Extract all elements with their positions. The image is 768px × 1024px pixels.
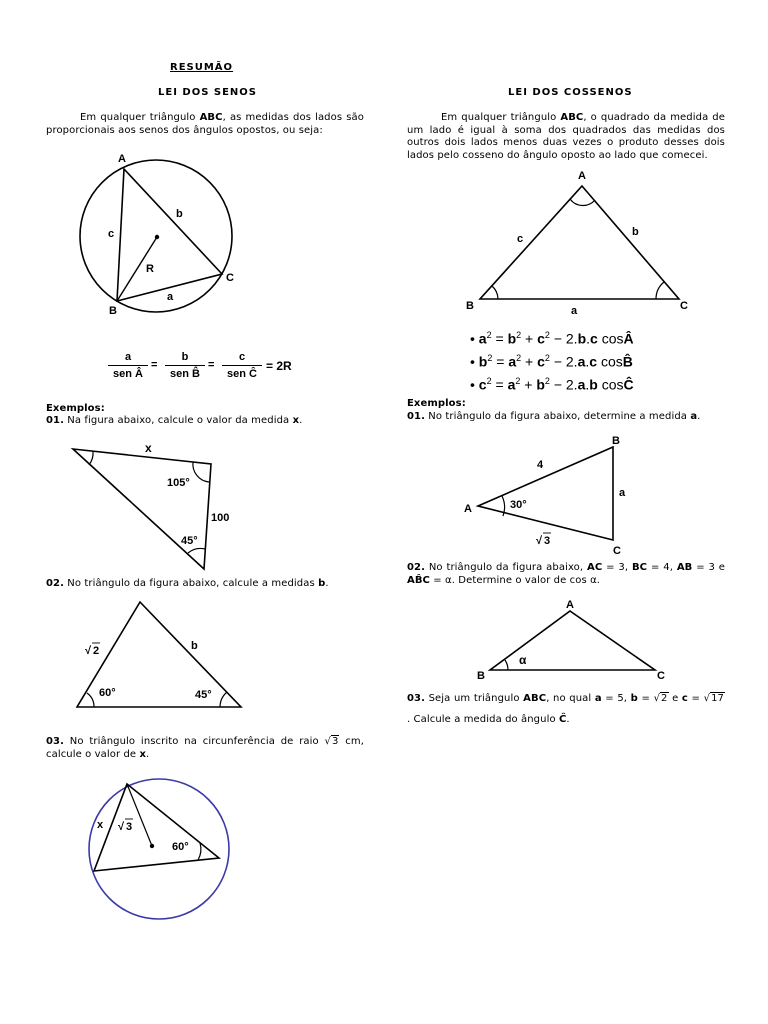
- label-B: B: [109, 305, 117, 317]
- cosine-formula-b: • $b^2 = a^2 + c^2 - 2.a.c$ cosB̂: [470, 353, 633, 370]
- svg-text:2: 2: [93, 645, 100, 657]
- ex1-figure: [65, 438, 245, 578]
- label-A: A: [118, 153, 126, 165]
- left-examples-label: Exemplos:: [46, 403, 105, 414]
- svg-text:√: √: [536, 535, 543, 547]
- svg-text:B: B: [477, 670, 485, 682]
- fraction-3: c sen Ĉ: [222, 351, 262, 380]
- left-intro: Em qualquer triângulo ABC, as medidas dos lados são proporcionais aos senos dos ângulos opostos, ou seja:: [46, 112, 364, 136]
- svg-text:45°: 45°: [195, 689, 212, 701]
- label-C: C: [226, 272, 234, 284]
- svg-text:45°: 45°: [181, 535, 198, 547]
- right-examples-label: Exemplos:: [407, 398, 466, 409]
- right-ex3-text: 03. Seja um triângulo ABC, no qual a = 5, b = √2 e c = √17 . Calcule a medida do ângulo Ĉ.: [407, 693, 725, 725]
- left-ex3-text: 03. No triângulo inscrito na circunferência de raio √3 cm, calcule o valor de x.: [46, 736, 364, 760]
- equals-2: =: [208, 359, 215, 371]
- svg-text:b: b: [632, 226, 639, 238]
- svg-text:α: α: [519, 653, 527, 667]
- right-ex1-text: 01. No triângulo da figura abaixo, determine a medida a.: [407, 411, 701, 422]
- svg-text:3: 3: [544, 535, 551, 547]
- svg-text:105°: 105°: [167, 477, 190, 489]
- svg-text:4: 4: [537, 459, 544, 471]
- svg-text:C: C: [680, 300, 688, 312]
- left-heading: LEI DOS SENOS: [158, 87, 257, 98]
- svg-text:a: a: [571, 305, 578, 317]
- svg-text:A: A: [578, 170, 586, 182]
- svg-text:√: √: [118, 821, 125, 833]
- cosine-law-figure: [460, 165, 700, 320]
- svg-text:100: 100: [211, 512, 230, 524]
- sine-law-figure: [70, 148, 250, 324]
- ex2-figure: [70, 596, 250, 712]
- svg-text:C: C: [613, 545, 621, 557]
- fraction-2: b sen B̂: [165, 351, 205, 380]
- svg-text:A: A: [464, 503, 472, 515]
- svg-text:b: b: [191, 640, 198, 652]
- sqrt-sign: √: [85, 645, 92, 657]
- ex3-figure: [80, 776, 240, 922]
- page-title: RESUMÃO: [170, 62, 234, 73]
- svg-text:x: x: [145, 441, 152, 455]
- label-b: b: [176, 208, 183, 220]
- right-ex2-text: 02. No triângulo da figura abaixo, AC = 3, BC = 4, AB = 3 e AB̂C = α. Determine o valor de cos α.: [407, 562, 726, 586]
- svg-text:C: C: [657, 670, 665, 682]
- cosine-formula-a: • $a^2 = b^2 + c^2 - 2.b.c$ cosÂ: [470, 330, 634, 347]
- label-c: c: [108, 228, 115, 240]
- fraction-1: a sen Â: [108, 351, 148, 380]
- cosine-formula-c: • $c^2 = a^2 + b^2 - 2.a.b$ cosĈ: [470, 376, 634, 393]
- svg-text:60°: 60°: [99, 687, 116, 699]
- right-ex2-figure: [470, 596, 680, 684]
- svg-text:3: 3: [126, 821, 133, 833]
- right-intro: Em qualquer triângulo ABC, o quadrado da medida de um lado é igual à soma dos quadrados das medidas dos outros dois lados menos duas vezes o produto desses dois lados pelo cosseno do ângulo oposto ao lado que comecei.: [407, 112, 725, 161]
- left-ex2-text: 02. No triângulo da figura abaixo, calcule a medidas b.: [46, 578, 329, 589]
- label-a: a: [167, 291, 174, 303]
- svg-text:A: A: [566, 599, 574, 611]
- svg-text:c: c: [517, 233, 524, 245]
- svg-text:x: x: [97, 819, 104, 831]
- formula-rhs: = 2R: [266, 359, 292, 373]
- svg-text:a: a: [619, 487, 626, 499]
- svg-text:60°: 60°: [172, 841, 189, 853]
- right-heading: LEI DOS COSSENOS: [508, 87, 633, 98]
- label-R: R: [146, 263, 154, 275]
- svg-text:B: B: [466, 300, 474, 312]
- svg-text:30°: 30°: [510, 499, 527, 511]
- left-ex1-text: 01. Na figura abaixo, calcule o valor da medida x.: [46, 415, 303, 426]
- svg-text:B: B: [612, 435, 620, 447]
- right-ex1-figure: [460, 430, 640, 560]
- equals-1: =: [151, 359, 158, 371]
